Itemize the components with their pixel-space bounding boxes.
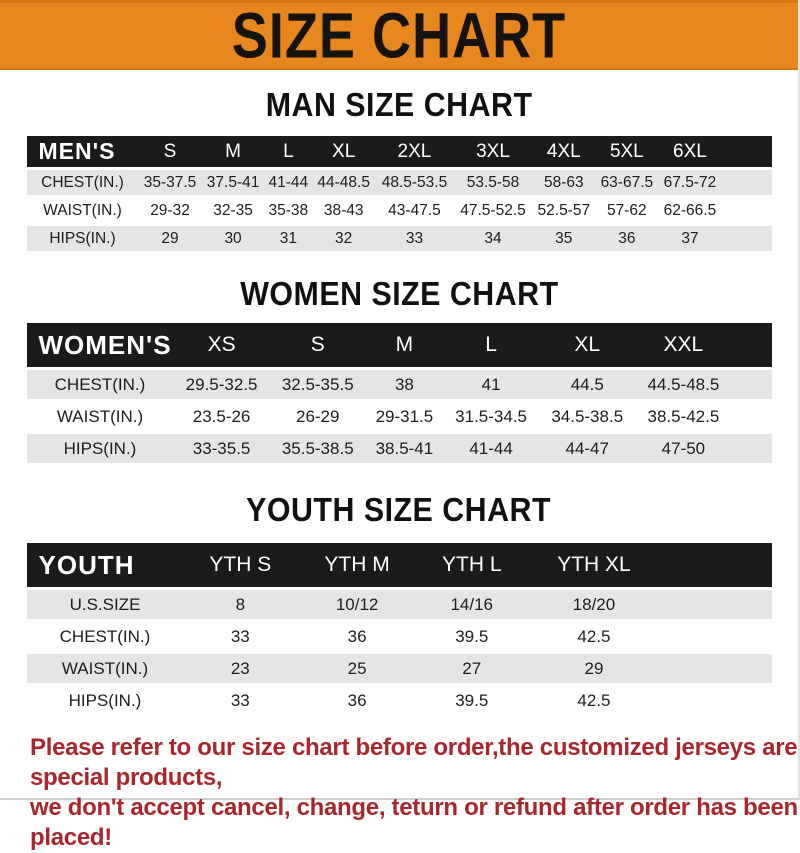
column-header-cell: YTH M	[297, 543, 417, 589]
size-value-cell: 36	[297, 685, 417, 716]
size-value-cell: 39.5	[417, 621, 526, 653]
size-header-row	[27, 323, 772, 369]
size-chart-title: SIZE CHART	[231, 0, 567, 72]
row-label-cell: CHEST(IN.)	[27, 169, 139, 197]
column-header-cell: 4XL	[532, 136, 595, 169]
size-value-cell: 29.5-32.5	[174, 369, 270, 401]
row-label-cell: WAIST(IN.)	[27, 197, 139, 225]
table-row	[27, 197, 772, 225]
size-value-cell: 38.5-42.5	[635, 401, 731, 433]
size-value-cell: 32.5-35.5	[270, 369, 366, 401]
women-size-chart-heading: WOMEN SIZE CHART	[239, 274, 559, 313]
size-value-cell: 44-47	[539, 433, 635, 464]
column-header-cell: S	[139, 136, 202, 169]
size-value-cell: 14/16	[417, 589, 526, 621]
size-value-cell: 47-50	[635, 433, 731, 464]
women-size-table	[27, 323, 772, 463]
filler-cell	[662, 589, 772, 621]
column-header-cell: 3XL	[454, 136, 533, 169]
column-header-cell: L	[443, 323, 539, 369]
size-value-cell: 33	[184, 685, 298, 716]
size-value-cell: 38.5-41	[366, 433, 443, 464]
size-value-cell: 29-31.5	[366, 401, 443, 433]
size-value-cell: 34	[454, 225, 533, 252]
column-header-cell: 2XL	[375, 136, 454, 169]
size-header-row	[27, 136, 772, 169]
column-header-cell: XL	[539, 323, 635, 369]
size-value-cell: 26-29	[270, 401, 366, 433]
table-row	[27, 225, 772, 252]
youth-size-chart-heading: YOUTH SIZE CHART	[246, 490, 552, 529]
row-label-cell: HIPS(IN.)	[27, 433, 174, 464]
corner-label-cell: YOUTH	[27, 543, 184, 589]
row-label-cell: CHEST(IN.)	[27, 621, 184, 653]
row-label-cell: U.S.SIZE	[27, 589, 184, 621]
filler-cell	[722, 136, 772, 169]
column-header-cell: S	[270, 323, 366, 369]
size-value-cell: 62-66.5	[658, 197, 721, 225]
row-label-cell: WAIST(IN.)	[27, 653, 184, 685]
size-value-cell: 67.5-72	[658, 169, 721, 197]
size-value-cell: 37.5-41	[202, 169, 265, 197]
table-row	[27, 589, 772, 621]
size-value-cell: 33-35.5	[174, 433, 270, 464]
filler-cell	[722, 169, 772, 197]
row-label-cell: CHEST(IN.)	[27, 369, 174, 401]
size-value-cell: 38	[366, 369, 443, 401]
row-label-cell: WAIST(IN.)	[27, 401, 174, 433]
row-label-cell: HIPS(IN.)	[27, 225, 139, 252]
table-row	[27, 685, 772, 716]
size-value-cell: 41-44	[265, 169, 313, 197]
size-value-cell: 31	[265, 225, 313, 252]
size-value-cell: 27	[417, 653, 526, 685]
size-value-cell: 39.5	[417, 685, 526, 716]
size-value-cell: 35	[532, 225, 595, 252]
youth-size-table	[27, 543, 772, 715]
filler-cell	[722, 197, 772, 225]
size-value-cell: 8	[184, 589, 298, 621]
corner-label-cell: WOMEN'S	[27, 323, 174, 369]
size-value-cell: 23	[184, 653, 298, 685]
filler-cell	[732, 401, 772, 433]
disclaimer-line-2: we don't accept cancel, change, teturn or refund after order has been placed!	[30, 794, 798, 851]
size-value-cell: 63-67.5	[595, 169, 658, 197]
size-value-cell: 32-35	[202, 197, 265, 225]
table-row	[27, 169, 772, 197]
man-size-chart-heading: MAN SIZE CHART	[265, 85, 533, 124]
size-value-cell: 33	[375, 225, 454, 252]
corner-label-cell: MEN'S	[27, 136, 139, 169]
column-header-cell: YTH S	[184, 543, 298, 589]
size-value-cell: 53.5-58	[454, 169, 533, 197]
size-value-cell: 52.5-57	[532, 197, 595, 225]
size-chart-banner	[0, 0, 798, 70]
size-value-cell: 37	[658, 225, 721, 252]
column-header-cell: 5XL	[595, 136, 658, 169]
table-row	[27, 621, 772, 653]
column-header-cell: YTH XL	[526, 543, 661, 589]
size-value-cell: 31.5-34.5	[443, 401, 539, 433]
size-value-cell: 36	[595, 225, 658, 252]
column-header-cell: XS	[174, 323, 270, 369]
column-header-cell: XL	[312, 136, 375, 169]
size-value-cell: 29	[526, 653, 661, 685]
size-value-cell: 35.5-38.5	[270, 433, 366, 464]
size-value-cell: 57-62	[595, 197, 658, 225]
table-row	[27, 653, 772, 685]
size-value-cell: 41	[443, 369, 539, 401]
size-header-row	[27, 543, 772, 589]
men-size-table	[27, 136, 772, 251]
column-header-cell: XXL	[635, 323, 731, 369]
filler-cell	[732, 323, 772, 369]
size-value-cell: 48.5-53.5	[375, 169, 454, 197]
size-value-cell: 25	[297, 653, 417, 685]
size-value-cell: 44.5	[539, 369, 635, 401]
size-value-cell: 41-44	[443, 433, 539, 464]
size-value-cell: 10/12	[297, 589, 417, 621]
column-header-cell: L	[265, 136, 313, 169]
size-value-cell: 47.5-52.5	[454, 197, 533, 225]
table-row	[27, 433, 772, 464]
table-row	[27, 369, 772, 401]
size-value-cell: 58-63	[532, 169, 595, 197]
size-value-cell: 44-48.5	[312, 169, 375, 197]
filler-cell	[662, 543, 772, 589]
column-header-cell: YTH L	[417, 543, 526, 589]
filler-cell	[662, 685, 772, 716]
column-header-cell: 6XL	[658, 136, 721, 169]
column-header-cell: M	[202, 136, 265, 169]
size-value-cell: 42.5	[526, 621, 661, 653]
row-label-cell: HIPS(IN.)	[27, 685, 184, 716]
size-value-cell: 33	[184, 621, 298, 653]
disclaimer-line-1: Please refer to our size chart before order,the customized jerseys are special products,	[30, 734, 798, 791]
size-value-cell: 42.5	[526, 685, 661, 716]
size-value-cell: 29	[139, 225, 202, 252]
size-value-cell: 36	[297, 621, 417, 653]
size-value-cell: 29-32	[139, 197, 202, 225]
filler-cell	[732, 433, 772, 464]
size-value-cell: 35-38	[265, 197, 313, 225]
filler-cell	[722, 225, 772, 252]
size-value-cell: 35-37.5	[139, 169, 202, 197]
size-value-cell: 34.5-38.5	[539, 401, 635, 433]
size-value-cell: 38-43	[312, 197, 375, 225]
table-row	[27, 401, 772, 433]
filler-cell	[732, 369, 772, 401]
size-value-cell: 44.5-48.5	[635, 369, 731, 401]
order-disclaimer	[30, 733, 798, 853]
size-value-cell: 30	[202, 225, 265, 252]
size-value-cell: 18/20	[526, 589, 661, 621]
size-value-cell: 43-47.5	[375, 197, 454, 225]
size-value-cell: 32	[312, 225, 375, 252]
filler-cell	[662, 621, 772, 653]
size-value-cell: 23.5-26	[174, 401, 270, 433]
filler-cell	[662, 653, 772, 685]
column-header-cell: M	[366, 323, 443, 369]
